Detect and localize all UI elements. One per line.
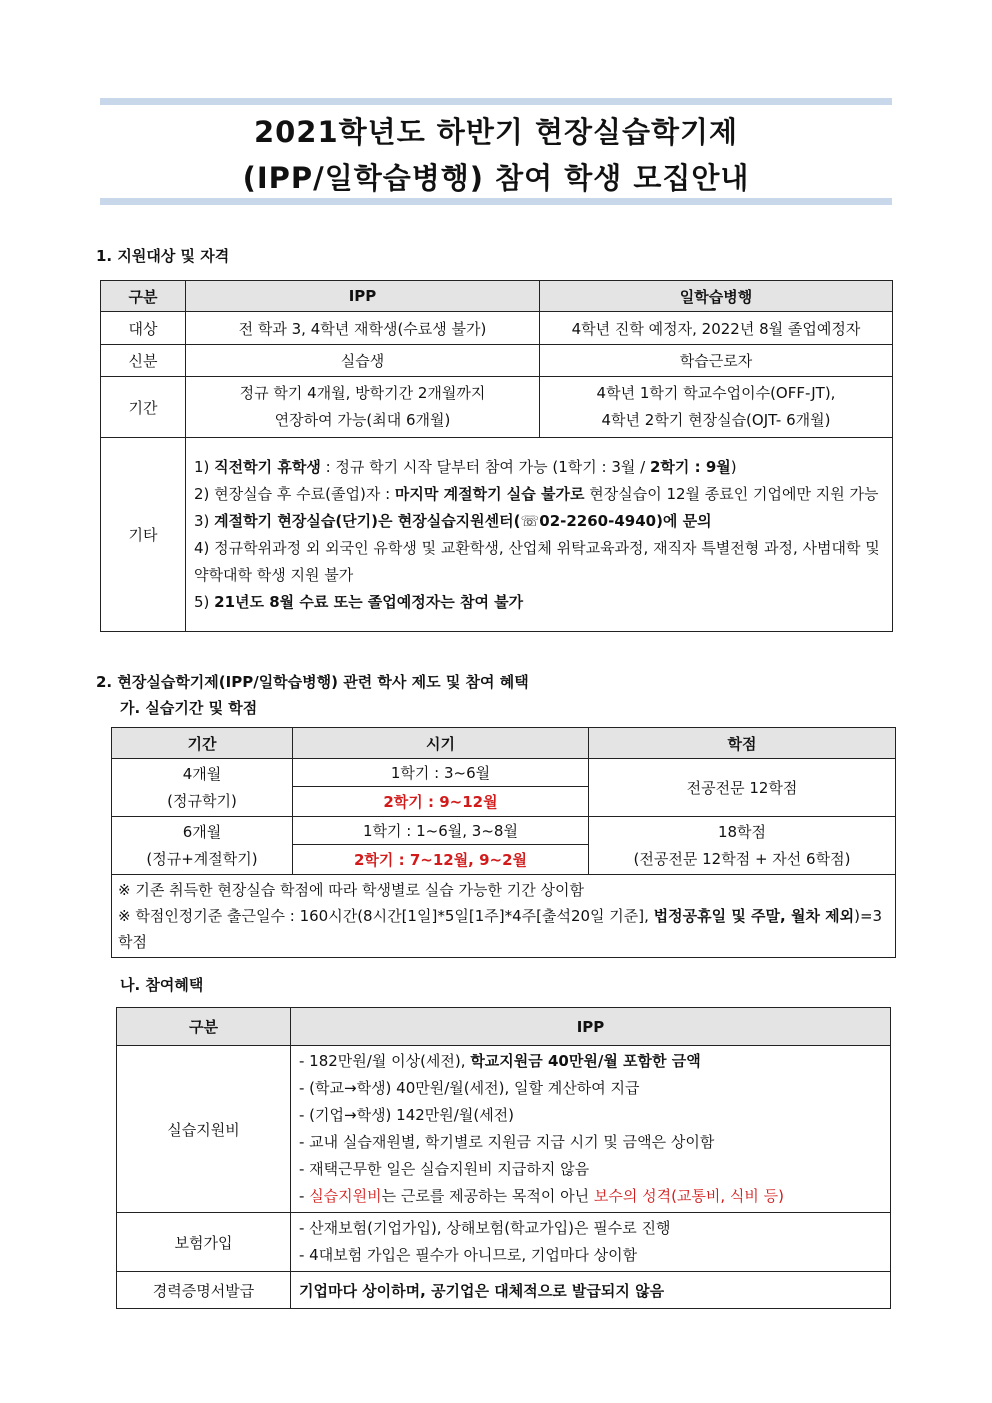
insurance-line-1: - 산재보험(기업가입), 상해보험(학교가입)은 필수로 진행: [299, 1219, 671, 1237]
row-label-target: 대상: [101, 312, 186, 345]
period-ipp: [186, 377, 540, 438]
row-label-period: 기간: [101, 377, 186, 438]
support-line-6-pre: -: [299, 1187, 310, 1205]
table-row: [117, 1046, 891, 1213]
table-row: [112, 728, 896, 759]
support-line-3: - (기업→학생) 142만원/월(세전): [299, 1106, 515, 1124]
etc-item-5: [194, 589, 884, 616]
support-line-1-bold: 학교지원금 40만원/월 포함한 금액: [470, 1052, 701, 1070]
benefit-insurance-content: [291, 1213, 891, 1272]
status-work: 학습근로자: [540, 345, 893, 377]
period-6-months: [112, 817, 293, 875]
etc-item-2-end: 현장실습이 12월 종료인 기업에만 지원 가능: [584, 484, 879, 503]
table-row: [101, 377, 893, 438]
header-ipp: IPP: [186, 281, 540, 312]
etc-item-2: [194, 481, 884, 508]
etc-item-5-bold: 21년도 8월 수료 또는 졸업예정자는 참여 불가: [214, 592, 524, 611]
etc-item-1-bold: 직전학기 휴학생: [214, 457, 321, 476]
benefits-table: [116, 1007, 891, 1309]
support-line-6-red2: 보수의 성격(교통비, 식비 등): [593, 1187, 785, 1205]
period-work-line1: 4학년 1학기 학교수업이수(OFF-JT),: [596, 384, 836, 402]
etc-item-2-pre: 2) 현장실습 후 수료(졸업)자 :: [194, 484, 395, 503]
period-work: [540, 377, 893, 438]
period-4-credit: 전공전문 12학점: [589, 759, 896, 817]
support-line-1-pre: - 182만원/월 이상(세전),: [299, 1052, 471, 1070]
header-benefit-ipp: IPP: [291, 1008, 891, 1046]
etc-item-1-pre: 1): [194, 457, 215, 476]
period-6-credit2: (전공전문 12학점 + 자선 6학점): [633, 849, 851, 868]
insurance-line-2: - 4대보험 가입은 필수가 아니므로, 기업마다 상이함: [299, 1246, 638, 1264]
credit-notes: [112, 875, 896, 958]
etc-item-3-pre: 3): [194, 511, 215, 530]
table-row: [112, 875, 896, 958]
status-ipp: 실습생: [186, 345, 540, 377]
support-line-1: [299, 1048, 882, 1075]
eligibility-table: [100, 280, 893, 632]
section2-sub-a: 가. 실습기간 및 학점: [120, 699, 258, 717]
support-line-6: [299, 1183, 882, 1210]
table-row: [117, 1008, 891, 1046]
table-row: [101, 281, 893, 312]
period-6-timing1: 1학기 : 1~6월, 3~8월: [293, 817, 589, 845]
etc-item-1-end: ): [730, 457, 737, 476]
period-4-timing2: 2학기 : 9~12월: [293, 787, 589, 817]
support-line-2: - (학교→학생) 40만원/월(세전), 일할 계산하여 지급: [299, 1079, 640, 1097]
support-line-5: - 재택근무한 일은 실습지원비 지급하지 않음: [299, 1160, 590, 1178]
period-ipp-line2: 연장하여 가능(최대 6개월): [274, 411, 451, 429]
target-work: 4학년 진학 예정자, 2022년 8월 졸업예정자: [540, 312, 893, 345]
title-block: [100, 98, 892, 206]
section2-heading: 2. 현장실습학기제(IPP/일학습병행) 관련 학사 제도 및 참여 혜택: [96, 673, 529, 691]
section1-heading: 1. 지원대상 및 자격: [96, 247, 230, 265]
page-title-line1: 2021학년도 하반기 현장실습학기제: [253, 115, 739, 149]
period-work-line2: 4학년 2학기 현장실습(OJT- 6개월): [601, 411, 831, 429]
period-6-credit: [589, 817, 896, 875]
section2-sub-b: 나. 참여혜택: [120, 976, 204, 994]
header-timing: 시기: [293, 728, 589, 759]
support-line-6-mid: 는 근로를 제공하는 목적이 아닌: [381, 1187, 594, 1205]
etc-item-1-bold2: 2학기 : 9월: [650, 457, 731, 476]
support-line-4: - 교내 실습재원별, 학기별로 지원금 지급 시기 및 금액은 상이함: [299, 1133, 715, 1151]
credit-note-2-bold: 법정공휴일 및 주말, 월차 제외: [653, 907, 855, 925]
etc-item-2-bold: 마지막 계절학기 실습 불가로: [394, 484, 585, 503]
header-work-study: 일학습병행: [540, 281, 893, 312]
table-row: [112, 759, 896, 787]
period-credit-table: [111, 727, 896, 958]
table-row: [101, 345, 893, 377]
header-category: 구분: [101, 281, 186, 312]
row-label-etc: 기타: [101, 438, 186, 632]
table-row: [117, 1272, 891, 1309]
benefit-label-insurance: 보험가입: [117, 1213, 291, 1272]
period-6-label1: 6개월: [182, 822, 222, 841]
period-4-label1: 4개월: [182, 764, 222, 783]
credit-note-2-pre: ※ 학점인정기준 출근일수 : 160시간(8시간[1일]*5일[1주]*4주[출석20일 기준],: [118, 907, 654, 925]
etc-item-3: [194, 508, 884, 535]
support-line-6-red1: 실습지원비: [309, 1187, 382, 1205]
etc-item-1: [194, 454, 884, 481]
period-6-timing2: 2학기 : 7~12월, 9~2월: [293, 845, 589, 875]
benefit-label-certificate: 경력증명서발급: [117, 1272, 291, 1309]
period-ipp-line1: 정규 학기 4개월, 방학기간 2개월까지: [239, 384, 486, 402]
page-title-line2: (IPP/일학습병행) 참여 학생 모집안내: [242, 161, 750, 195]
table-row: [101, 438, 893, 632]
row-label-status: 신분: [101, 345, 186, 377]
table-row: [112, 817, 896, 845]
period-4-timing1: 1학기 : 3~6월: [293, 759, 589, 787]
period-4-months: [112, 759, 293, 817]
period-4-label2: (정규학기): [167, 791, 237, 810]
etc-item-4: 4) 정규학위과정 외 외국인 유학생 및 교환학생, 산업체 위탁교육과정, 재직자 특별전형 과정, 사범대학 및 약학대학 학생 지원 불가: [194, 538, 880, 584]
credit-note-2: [118, 903, 889, 955]
credit-note-1: ※ 기존 취득한 현장실습 학점에 따라 학생별로 실습 가능한 기간 상이함: [118, 881, 584, 899]
period-6-label2: (정규+계절학기): [146, 849, 258, 868]
header-credit: 학점: [589, 728, 896, 759]
title-bottom-bar: [100, 198, 892, 205]
title-top-bar: [100, 98, 892, 105]
header-period: 기간: [112, 728, 293, 759]
etc-item-5-pre: 5): [194, 592, 215, 611]
header-benefit-category: 구분: [117, 1008, 291, 1046]
benefit-label-support: 실습지원비: [117, 1046, 291, 1213]
target-ipp: 전 학과 3, 4학년 재학생(수료생 불가): [186, 312, 540, 345]
etc-content: [186, 438, 893, 632]
period-6-credit1: 18학점: [717, 822, 767, 841]
table-row: [101, 312, 893, 345]
benefit-support-content: [291, 1046, 891, 1213]
benefit-certificate-content: 기업마다 상이하며, 공기업은 대체적으로 발급되지 않음: [291, 1272, 891, 1309]
etc-item-1-mid: : 정규 학기 시작 달부터 참여 가능 (1학기 : 3월 /: [320, 457, 650, 476]
credit-note-2-end: )=3학점: [118, 907, 883, 951]
table-row: [117, 1213, 891, 1272]
etc-item-3-bold: 계절학기 현장실습(단기)은 현장실습지원센터(☏02-2260-4940)에 문의: [214, 511, 712, 530]
